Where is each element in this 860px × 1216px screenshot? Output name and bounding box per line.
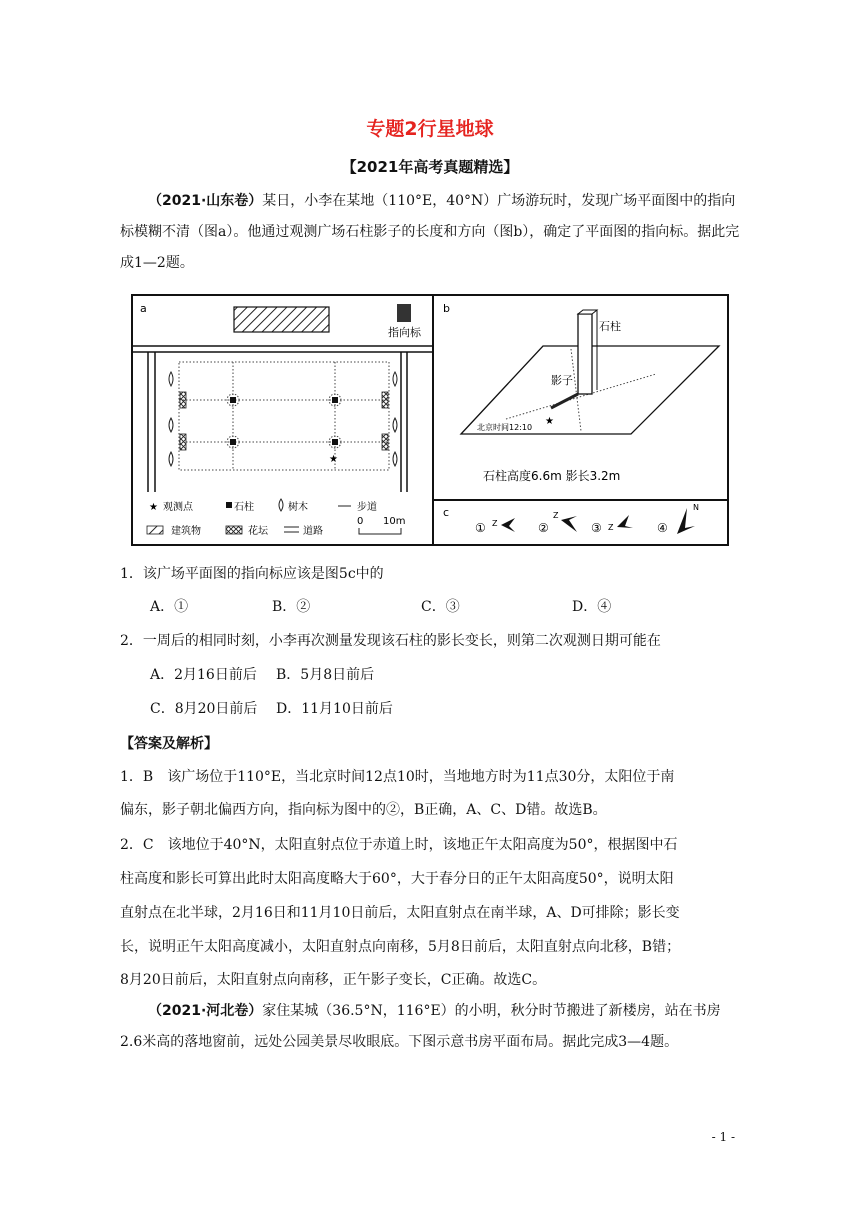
pillars (227, 394, 341, 448)
legend-building: 建筑物 (171, 526, 201, 537)
stone-pillar (578, 314, 592, 394)
time-label: 北京时间12:10 (477, 423, 533, 432)
answers-header: 【答案及解析】 (120, 736, 218, 752)
q1-option-c: C．③ (421, 599, 460, 615)
legend-observe: 观测点 (163, 502, 193, 513)
shadow-label: 影子 (551, 374, 573, 387)
q2-option-b: B．5月8日前后 (276, 667, 375, 683)
answer-1-line-1: 1．B 该广场位于110°E，当北京时间12点10时，当地地方时为11点30分，太阳位于南 (120, 769, 675, 785)
intro-paragraph-2 (120, 996, 742, 1058)
panel-a-label: a (140, 302, 147, 315)
q1-option-a: A．① (150, 599, 189, 615)
legend-flowerbed: 花坛 (248, 526, 268, 537)
panel-c-label: c (443, 506, 450, 519)
trees (169, 372, 397, 466)
option-4: ④ (657, 521, 668, 535)
scale-0: 0 (357, 516, 364, 527)
option-1: ① (475, 521, 486, 535)
scale-10: 10m (383, 516, 406, 527)
shadow (551, 394, 578, 408)
q1-option-d: D．④ (572, 599, 612, 615)
north-arrow-2 (561, 516, 577, 532)
building-block (234, 307, 329, 332)
source-tag: （2021·山东卷） (148, 193, 263, 209)
intro-text-2: 家住某城（36.5°N，116°E）的小明，秋分时节搬进了新楼房，站在书房2.6米高的落地窗前，远处公园美景尽收眼底。下图示意书房平面布局。据此完成3—4题。 (120, 1003, 721, 1050)
svg-text:Z: Z (553, 511, 559, 520)
q1-stem: 1．该广场平面图的指向标应该是图5c中的 (120, 566, 384, 582)
page-title: 专题2行星地球 (366, 118, 494, 140)
answer-2-line-3: 直射点在北半球，2月16日和11月10日前后，太阳直射点在南半球，A、D可排除；影长变 (120, 905, 680, 921)
q2-stem: 2．一周后的相同时刻，小李再次测量发现该石柱的影长变长，则第二次观测日期可能在 (120, 633, 661, 649)
pointer-blurred (397, 304, 411, 322)
svg-text:★: ★ (545, 416, 554, 427)
legend-road: 道路 (303, 526, 323, 537)
pillar-label: 石柱 (599, 320, 621, 333)
panel-b-label: b (443, 302, 450, 315)
north-arrow-1 (501, 518, 515, 532)
option-2: ② (538, 521, 549, 535)
figure-plaza (131, 294, 729, 546)
intro-paragraph-1 (120, 186, 742, 279)
svg-text:Z: Z (492, 519, 498, 528)
section-heading: 【2021年高考真题精选】 (341, 158, 519, 176)
answer-2-line-4: 长，说明正午太阳高度减小，太阳直射点向南移，5月8日前后，太阳直射点向北移，B错； (120, 939, 681, 955)
q1-option-b: B．② (272, 599, 311, 615)
answer-2-line-5: 8月20日前后，太阳直射点向南移，正午影子变长，C正确。故选C。 (120, 972, 547, 988)
answer-2-line-2: 柱高度和影长可算出此时太阳高度略大于60°，大于春分日的正午太阳高度50°，说明太阳 (120, 871, 674, 887)
legend-path: 步道 (357, 502, 377, 513)
page-number: - 1 - (711, 1130, 735, 1144)
legend-pillar: 石柱 (234, 502, 254, 513)
q2-option-c: C．8月20日前后 (150, 701, 258, 717)
source-tag-2: （2021·河北卷） (148, 1003, 263, 1019)
pillar-caption: 石柱高度6.6m 影长3.2m (483, 469, 621, 483)
observe-point-star: ★ (329, 454, 338, 465)
q2-option-d: D．11月10日前后 (276, 701, 393, 717)
answer-1-line-2: 偏东，影子朝北偏西方向，指向标为图中的②，B正确，A、C、D错。故选B。 (120, 802, 607, 818)
flowerbeds (180, 392, 388, 450)
legend-tree: 树木 (288, 502, 308, 513)
svg-text:Z: Z (608, 523, 614, 532)
pointer-label: 指向标 (388, 326, 421, 339)
intro-text: 某日，小李在某地（110°E，40°N）广场游玩时，发现广场平面图中的指向标模糊不清（图a）。他通过观测广场石柱影子的长度和方向（图b），确定了平面图的指向标。据此完成1—2题。 (120, 193, 740, 271)
north-arrow-3 (617, 515, 633, 528)
q2-option-a: A．2月16日前后 (150, 667, 257, 683)
option-3: ③ (591, 521, 602, 535)
svg-text:N: N (693, 503, 699, 512)
svg-text:★: ★ (149, 502, 158, 513)
answer-2-line-1: 2．C 该地位于40°N，太阳直射点位于赤道上时，该地正午太阳高度为50°，根据图中石 (120, 837, 678, 853)
